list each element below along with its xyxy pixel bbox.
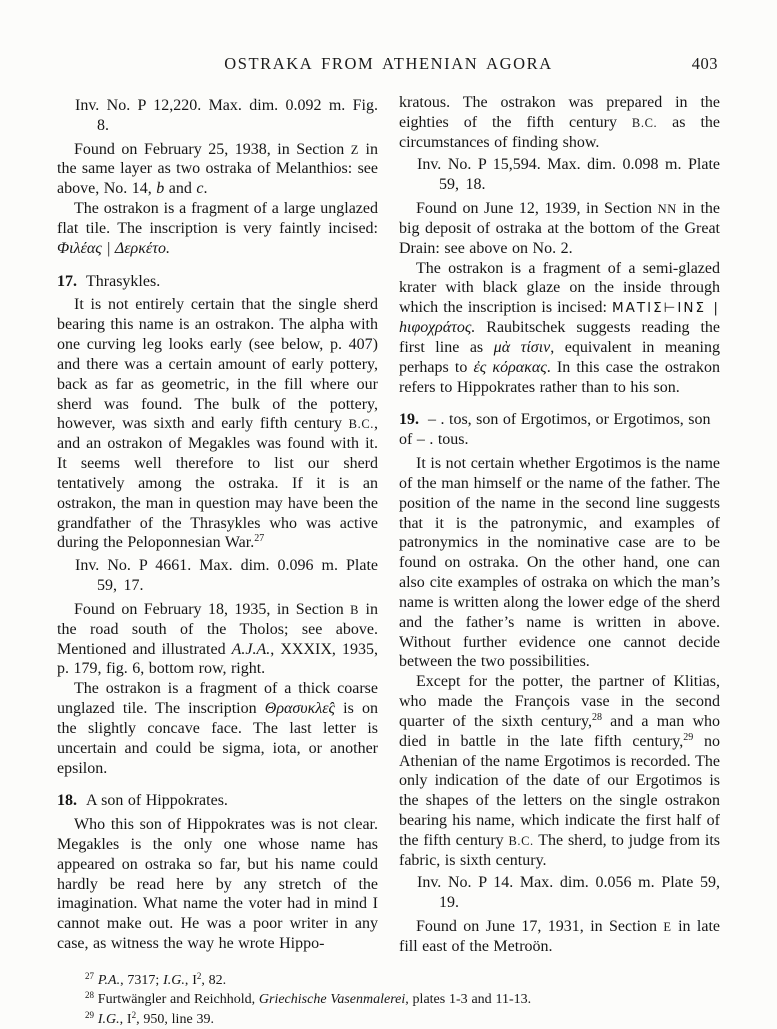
text-run: . In this case the ostrakon refers to Hippokrates rather than to his son.: [399, 358, 721, 396]
text-run: and: [164, 180, 197, 198]
paragraph: [399, 259, 720, 398]
smallcaps-text: E: [663, 920, 672, 935]
footnote-ref: 27: [85, 970, 94, 981]
text-run: Inv. No. P 12,220. Max. dim. 0.092 m. Fig. 8.: [75, 97, 378, 134]
italic-text: b: [156, 180, 165, 198]
text-run: in late fill east of the Metroön.: [399, 918, 720, 955]
inventory-note: [399, 873, 720, 913]
page-header: [57, 54, 720, 76]
italic-text: c: [196, 180, 204, 198]
italic-text: P.A.: [97, 972, 121, 988]
text-run: It is not entirely certain that the single sherd bearing this name is an ostrakon. The alpha with one curving leg looks early (see below, p. 407) and there was a certain amount of early pottery, back as far as geometric, in the fill where our sherd was found. The bulk of the pottery, however, was sixth and early fifth century: [57, 296, 378, 433]
epigraphic-inscription: ΜΑΤΙΣ⊢ΙΝΣ |: [612, 300, 720, 317]
paragraph: [399, 454, 720, 672]
text-run: Found on February 25, 1938, in Section: [74, 140, 351, 158]
section-number: 19.: [399, 411, 419, 429]
smallcaps-text: B.C.: [508, 833, 534, 848]
section-heading: [399, 410, 720, 450]
paragraph: [57, 679, 378, 778]
smallcaps-text: B: [350, 602, 360, 617]
paragraph: [399, 672, 720, 870]
footnote: [85, 990, 720, 1009]
text-run: , plates 1-3 and 11-13.: [405, 992, 532, 1008]
footnote-ref: 2: [196, 970, 202, 981]
italic-text: Griechische Vasenmalerei: [258, 992, 406, 1008]
text-run: The ostrakon is a fragment of a thick coarse unglazed tile. The inscription: [57, 680, 378, 718]
paragraph: [399, 199, 720, 258]
paragraph: [57, 600, 378, 679]
text-run: , 950, line 39.: [136, 1011, 214, 1027]
inventory-note: [399, 155, 720, 195]
text-run: Found on February 18, 1935, in Section: [74, 600, 351, 618]
text-run: Thrasykles.: [86, 272, 161, 290]
text-run: Found on June 12, 1939, in Section: [416, 200, 658, 218]
inventory-note: [57, 96, 378, 136]
text-run: in the road south of the Tholos; see above. Mentioned and illustrated: [57, 600, 378, 658]
text-run: as the circumstances of finding show.: [399, 113, 721, 151]
paragraph: [57, 815, 378, 954]
italic-text: I.G.: [163, 972, 185, 988]
text-run: in the big deposit of ostraka at the bottom of the Great Drain: see above on No. 2.: [399, 200, 720, 257]
text-run: , I: [184, 972, 197, 988]
footnote-ref: 29: [85, 1009, 94, 1020]
text-run: is on the slightly concave face. The last letter is uncertain and could be sigma, iota, or another epsilon.: [57, 700, 378, 777]
footnote-ref: 29: [683, 731, 694, 743]
continuation-paragraph: [399, 93, 720, 152]
text-run: Found on June 17, 1931, in Section: [416, 918, 664, 936]
footnote: [85, 1010, 720, 1029]
footnote-ref: 28: [85, 990, 94, 1001]
text-run: – . tos, son of Ergotimos, or Ergotimos, son of – . tous.: [399, 411, 711, 449]
section-number: 17.: [57, 272, 77, 290]
greek-text: hιφοχράτος.: [399, 319, 476, 337]
smallcaps-text: B.C.: [348, 417, 374, 432]
inventory-note: [57, 556, 378, 596]
paragraph: [399, 917, 720, 957]
text-run: , XXXIX, 1935, p. 179, fig. 6, bottom row, right.: [57, 640, 378, 678]
text-run: Except for the potter, the partner of Klitias, who made the François vase in the second quarter of the sixth century,: [399, 673, 720, 730]
smallcaps-text: NN: [657, 202, 677, 217]
footnote: [85, 971, 720, 990]
text-run: A son of Hippokrates.: [86, 792, 228, 810]
section-heading: [57, 791, 378, 811]
text-run: Raubitschek suggests reading the first line as: [399, 319, 720, 356]
text-run: Who this son of Hippokrates was is not clear. Megakles is the only one whose name has appeared on ostraka so far, but his name could hardly be read here by any stretch of the imagination. What name the voter had in mind I cannot make out. He was a poor writer in any case, as witness the way he wrote Hippo-: [57, 816, 378, 953]
text-run: no Athenian of the name Ergotimos is recorded. The only indication of the date of our Ergotimos is the shapes of the letters on the single ostrakon bearing his name, which indicate the first half of the fifth century: [399, 732, 721, 849]
text-run: and a man who died in battle in the late fifth century,: [399, 712, 720, 750]
page-title: OSTRAKA FROM ATHENIAN AGORA: [224, 54, 553, 73]
text-run: in the same layer as two ostraka of Melanthios: see above, No. 14,: [57, 140, 379, 198]
text-run: , I: [119, 1011, 132, 1027]
text-columns: [57, 93, 720, 957]
text-run: It is not certain whether Ergotimos is the name of the man himself or the name of the father. The position of the name in the second line suggests that it is the patronymic, and examples of patronymics in the nominative case are to be found on ostraka. On the other hand, one can also cite examples of ostraka on which the man’s name is written along the lower edge of the sherd and the father’s name is written in above. Without further evidence one cannot decide between the two possibilities.: [399, 455, 720, 671]
text-run: Inv. No. P 14. Max. dim. 0.056 m. Plate 59, 19.: [417, 874, 720, 912]
paragraph: [57, 140, 378, 199]
text-run: , 7317;: [120, 972, 164, 988]
text-run: kratous. The ostrakon was prepared in the eighties of the fifth century: [399, 94, 720, 131]
paragraph: [57, 295, 378, 553]
section-number: 18.: [57, 792, 77, 810]
text-run: .: [203, 180, 208, 198]
paragraph: [57, 199, 378, 258]
smallcaps-text: Z: [350, 142, 360, 157]
text-run: The ostrakon is a fragment of a semi-glazed krater with black glaze on the inside through which the inscription is incised:: [399, 259, 720, 317]
column-right: [399, 93, 720, 957]
footnote-ref: 2: [131, 1009, 137, 1020]
greek-text: Θρασυκλε̂ς: [264, 700, 336, 718]
text-run: The sherd, to judge from its fabric, is sixth century.: [399, 831, 720, 869]
text-run: , equivalent in meaning perhaps to: [399, 338, 721, 376]
smallcaps-text: B.C.: [631, 115, 658, 130]
text-run: Furtwängler and Reichhold,: [94, 992, 259, 1008]
footnote-ref: 27: [254, 533, 265, 545]
italic-text: I.G.: [97, 1011, 120, 1027]
page-number: 403: [691, 54, 718, 73]
text-run: The ostrakon is a fragment of a large unglazed flat tile. The inscription is very faintly incised:: [57, 200, 378, 237]
greek-text: Φιλέας | Δερκέτο.: [57, 239, 170, 257]
text-run: Inv. No. P 15,594. Max. dim. 0.098 m. Plate 59, 18.: [417, 156, 720, 194]
footnote-ref: 28: [591, 711, 602, 723]
text-run: , 82.: [201, 972, 227, 988]
greek-text: ἐς κόρακας: [473, 358, 547, 376]
greek-text: μὰ τίσιν: [493, 338, 551, 356]
italic-text: A.J.A.: [231, 640, 271, 658]
text-run: Inv. No. P 4661. Max. dim. 0.096 m. Plate 59, 17.: [75, 557, 378, 595]
section-heading: [57, 272, 378, 292]
column-left: [57, 93, 378, 957]
text-run: , and an ostrakon of Megakles was found with it. It seems well therefore to list our sherd tentatively among the ostraka. If it is an ostrakon, the man in question may have been the grandfather of the Thrasykles who was active during the Peloponnesian War.: [57, 415, 378, 552]
footnotes: [85, 971, 720, 1029]
